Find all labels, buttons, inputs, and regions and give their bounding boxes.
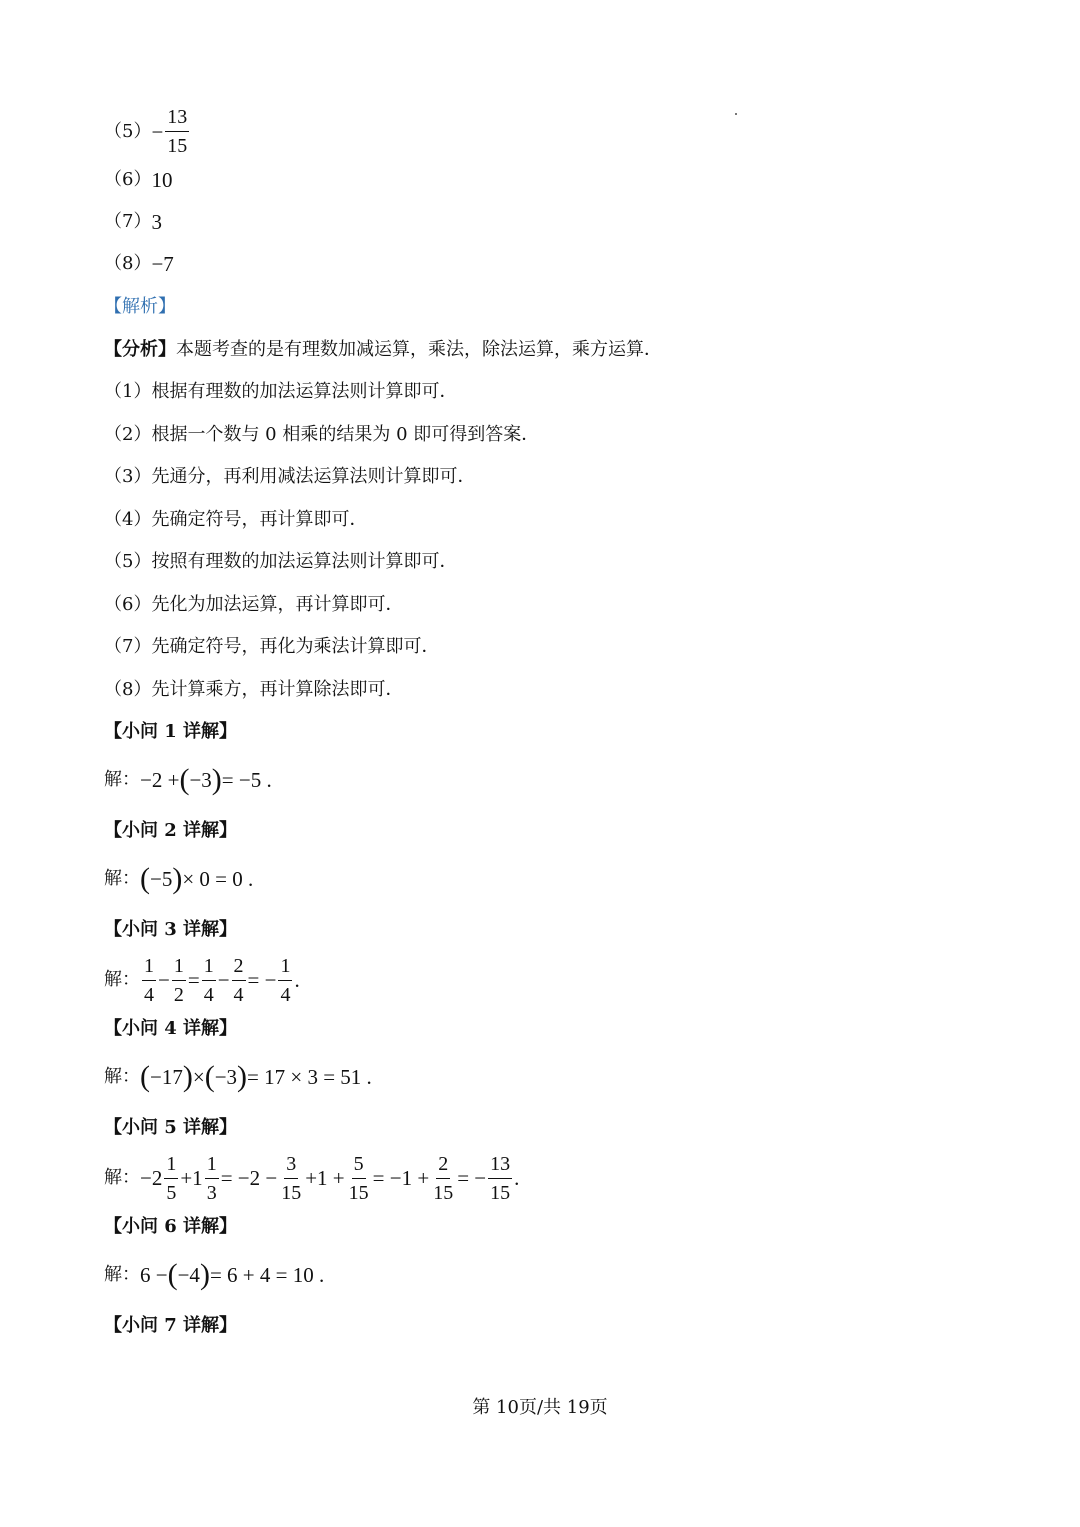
detail-heading-5: 【小问 5 详解】: [104, 1117, 238, 1138]
answer-sign: −: [151, 119, 164, 144]
fraction: [202, 955, 216, 1006]
math-text: = −1 +: [372, 1166, 430, 1190]
analysis-item: （4）先确定符号，再计算即可．: [104, 509, 368, 530]
section-jiexi: 【解析】: [104, 296, 176, 317]
solution-label: 解：: [104, 969, 140, 990]
denominator: 15: [490, 1181, 511, 1204]
paren-close: ): [172, 862, 183, 895]
numerator: 1: [172, 955, 186, 981]
fraction: [488, 1153, 512, 1204]
fraction: [142, 955, 156, 1006]
numerator: 1: [205, 1153, 219, 1179]
math-text: −5: [150, 867, 173, 891]
numerator: 2: [436, 1153, 450, 1179]
denominator: 15: [281, 1181, 302, 1204]
math-text: ×: [192, 1065, 205, 1089]
numerator: 13: [165, 106, 189, 132]
answer-5: [104, 106, 191, 157]
page-footer: 第 10页/共 19页: [472, 1397, 608, 1418]
scan-speck: [735, 113, 737, 115]
denominator: 3: [206, 1181, 217, 1204]
answer-number: （6）: [104, 169, 152, 190]
detail-heading-1: 【小问 1 详解】: [104, 721, 238, 742]
math-text: = −: [457, 1166, 487, 1190]
math-text: = −5 .: [221, 768, 272, 792]
denominator: 4: [280, 983, 291, 1006]
math-text: .: [294, 968, 300, 992]
numerator: 1: [164, 1153, 178, 1179]
numerator: 1: [142, 955, 156, 981]
numerator: 5: [352, 1153, 366, 1179]
answer-7: [104, 210, 162, 234]
analysis-item: （8）先计算乘方，再计算除法即可．: [104, 679, 404, 700]
detail-heading-6: 【小问 6 详解】: [104, 1216, 238, 1237]
answer-8: [104, 252, 174, 276]
analysis-heading: [104, 338, 662, 362]
analysis-item: （5）按照有理数的加法运算法则计算即可．: [104, 551, 458, 572]
solution-1: [104, 763, 272, 796]
numerator: 2: [232, 955, 246, 981]
solution-5: [104, 1153, 519, 1203]
analysis-item: （7）先确定符号，再化为乘法计算即可．: [104, 636, 440, 657]
analysis-item: （3）先通分，再利用减法运算法则计算即可．: [104, 466, 476, 487]
math-text: +1: [180, 1166, 203, 1190]
fraction: [279, 1153, 303, 1204]
solution-3: [104, 955, 300, 1005]
operator: −: [217, 968, 230, 992]
denominator: 15: [167, 135, 188, 157]
solution-6: [104, 1258, 325, 1291]
numerator: 1: [202, 955, 216, 981]
answer-value: 10: [151, 168, 173, 192]
math-text: −2 +: [140, 768, 180, 792]
paren-open: (: [179, 763, 190, 796]
analysis-item: （2）根据一个数与 0 相乘的结果为 0 即可得到答案．: [104, 424, 540, 445]
fraction: [278, 955, 292, 1006]
analysis-item: （1）根据有理数的加法运算法则计算即可．: [104, 381, 458, 402]
denominator: 15: [348, 1181, 369, 1204]
fraction: [205, 1153, 219, 1204]
fraction: [232, 955, 246, 1006]
paren-open: (: [140, 1060, 150, 1093]
paren-open: (: [204, 1060, 215, 1093]
detail-heading-2: 【小问 2 详解】: [104, 820, 238, 841]
fraction: [431, 1153, 455, 1204]
answer-value: 3: [151, 210, 162, 234]
solution-label: 解：: [104, 1167, 140, 1188]
solution-4: [104, 1060, 372, 1093]
numerator: 1: [278, 955, 292, 981]
solution-label: 解：: [104, 769, 140, 790]
paren-open: (: [167, 1258, 178, 1291]
math-text: −2: [140, 1166, 163, 1190]
analysis-text: 本题考查的是有理数加减运算，乘法，除法运算，乘方运算．: [176, 339, 662, 360]
answer-value: −7: [151, 252, 174, 276]
operator: =: [187, 968, 200, 992]
analysis-lead: 【分析】: [104, 339, 176, 360]
paren-close: ): [211, 763, 222, 796]
numerator: 3: [284, 1153, 298, 1179]
numerator: 13: [488, 1153, 512, 1179]
math-text: −4: [177, 1263, 200, 1287]
fraction: [347, 1153, 371, 1204]
detail-heading-7: 【小问 7 详解】: [104, 1315, 238, 1336]
math-text: −17: [150, 1065, 183, 1089]
denominator: 4: [144, 983, 154, 1006]
detail-heading-4: 【小问 4 详解】: [104, 1018, 238, 1039]
paren-close: ): [237, 1060, 248, 1093]
denominator: 5: [166, 1181, 177, 1204]
denominator: 4: [203, 983, 214, 1006]
math-text: = −2 −: [220, 1166, 278, 1190]
answer-number: （7）: [104, 211, 152, 232]
denominator: 4: [233, 983, 244, 1006]
math-text: .: [514, 1166, 520, 1190]
operator: −: [158, 968, 170, 992]
answer-6: [104, 168, 172, 192]
math-text: = 6 + 4 = 10 .: [209, 1263, 325, 1287]
analysis-item: （6）先化为加法运算，再计算即可．: [104, 594, 404, 615]
math-text: −3: [189, 768, 212, 792]
paren-close: ): [182, 1060, 193, 1093]
solution-2: [104, 862, 254, 895]
solution-label: 解：: [104, 1264, 140, 1285]
paren-close: ): [199, 1258, 210, 1291]
solution-label: 解：: [104, 868, 140, 889]
answer-fraction: [165, 106, 189, 157]
math-text: × 0 = 0 .: [182, 867, 254, 891]
answer-number: （5）: [104, 120, 152, 142]
math-text: 6 −: [140, 1263, 168, 1287]
fraction: [172, 955, 186, 1006]
operator: = −: [247, 968, 277, 992]
denominator: 15: [433, 1181, 454, 1204]
detail-heading-3: 【小问 3 详解】: [104, 919, 238, 940]
fraction: [164, 1153, 178, 1204]
paren-open: (: [140, 862, 150, 895]
math-text: = 17 × 3 = 51 .: [247, 1065, 372, 1089]
math-text: +1 +: [305, 1166, 345, 1190]
math-text: −3: [214, 1065, 238, 1089]
solution-label: 解：: [104, 1066, 140, 1087]
answer-number: （8）: [104, 253, 152, 274]
denominator: 2: [173, 983, 184, 1006]
